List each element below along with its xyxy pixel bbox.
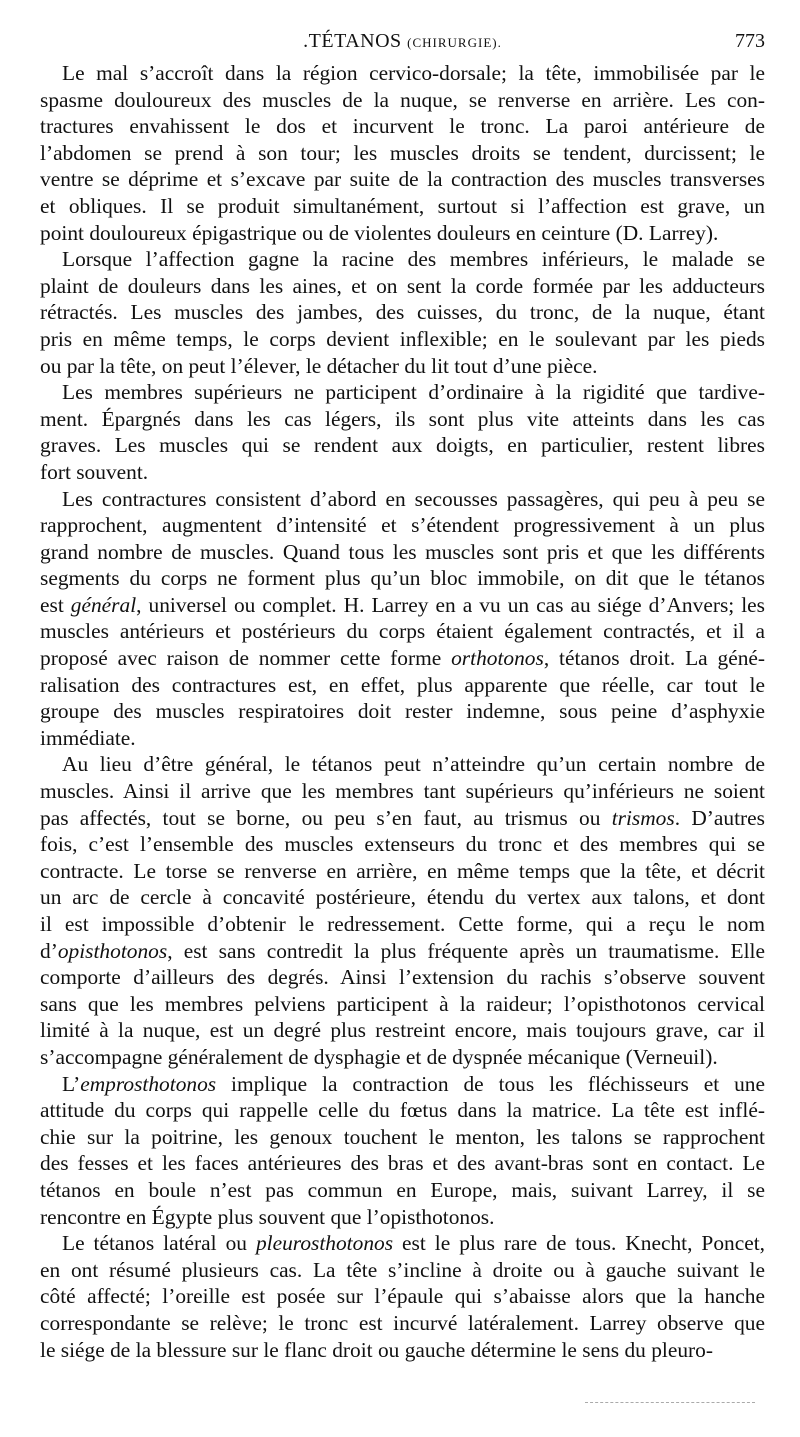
body-text [40, 60, 765, 1363]
text-line: fort souvent. [40, 459, 149, 484]
text-line: en ont résumé plusieurs cas. La tête s’incline à droite ou à gauche suivant le [40, 1257, 765, 1282]
paragraph [40, 486, 765, 752]
footer-rule [585, 1402, 755, 1403]
text-line: immédiate. [40, 725, 136, 750]
running-title [40, 30, 765, 53]
text-line: spasme douloureux des muscles de la nuque, se renverse en arrière. Les con- [40, 87, 765, 112]
text-line: chie sur la poitrine, les genoux touchent le menton, les talons se rapprochent [40, 1124, 765, 1149]
text-line: pris en même temps, le corps devient inflexible; en le soulevant par les pieds [40, 326, 765, 351]
text-line: ou par la tête, on peut l’élever, le détacher du lit tout d’une pièce. [40, 353, 598, 378]
text-line: attitude du corps qui rappelle celle du fœtus dans la matrice. La tête est inflé- [40, 1098, 765, 1123]
text-line: ment. Épargnés dans les cas légers, ils sont plus vite atteints dans les cas [40, 406, 765, 431]
text-line: rapprochent, augmentent d’intensité et s’étendent progressivement à un plus [40, 513, 765, 538]
text-line: rencontre en Égypte plus souvent que l’opisthotonos. [40, 1204, 495, 1229]
page-number: 773 [735, 30, 765, 52]
page [40, 30, 765, 1363]
paragraph [40, 1230, 765, 1363]
text-line: s’accompagne généralement de dysphagie et de dyspnée mécanique (Verneuil). [40, 1044, 718, 1069]
paragraph [40, 246, 765, 379]
text-line: muscles antérieurs et postérieurs du corps étaient également contractés, et il a [40, 619, 765, 644]
text-line: des fesses et les faces antérieures des bras et des avant-bras sont en contact. Le [40, 1151, 765, 1176]
text-line: point douloureux épigastrique ou de violentes douleurs en ceinture (D. Larrey). [40, 220, 719, 245]
text-line: Le mal s’accroît dans la région cervico-dorsale; la tête, immobilisée par le [62, 61, 765, 85]
text-line: segments du corps ne forment plus qu’un bloc immobile, on dit que le tétanos [40, 566, 765, 591]
text-line: tétanos en boule n’est pas commun en Europe, mais, suivant Larrey, il se [40, 1177, 765, 1202]
text-line: est général, universel ou complet. H. Larrey en a vu un cas au siége d’Anvers; les [40, 592, 765, 617]
text-line: L’emprosthotonos implique la contraction de tous les fléchisseurs et une [62, 1071, 765, 1096]
text-line: plaint de douleurs dans les aines, et on sent la corde formée par les adducteurs [40, 273, 765, 298]
text-line: fois, c’est l’ensemble des muscles extenseurs du tronc et des membres qui se [40, 832, 765, 857]
text-line: graves. Les muscles qui se rendent aux doigts, en particulier, restent libres [40, 433, 765, 458]
running-header [40, 30, 765, 60]
text-line: groupe des muscles respiratoires doit rester indemne, sous peine d’asphyxie [40, 699, 765, 724]
paragraph [40, 379, 765, 485]
text-line: limité à la nuque, est un degré plus restreint encore, mais toujours grave, car il [40, 1018, 765, 1043]
text-line: Lorsque l’affection gagne la racine des membres inférieurs, le malade se [62, 247, 765, 272]
paragraph [40, 751, 765, 1070]
text-line: ralisation des contractures est, en effet, plus apparente que réelle, car tout le [40, 672, 765, 697]
text-line: Au lieu d’être général, le tétanos peut n’atteindre qu’un certain nombre de [62, 752, 765, 777]
text-line: comporte d’ailleurs des degrés. Ainsi l’extension du rachis s’observe souvent [40, 965, 765, 990]
text-line: côté affecté; l’oreille est posée sur l’épaule qui s’abaisse alors que la hanche [40, 1284, 765, 1309]
text-line: et obliques. Il se produit simultanément, surtout si l’affection est grave, un [40, 193, 765, 218]
text-line: un arc de cercle à concavité postérieure, étendu du vertex aux talons, et dont [40, 885, 765, 910]
text-line: proposé avec raison de nommer cette forme orthotonos, tétanos droit. La géné- [40, 646, 765, 671]
text-line: muscles. Ainsi il arrive que les membres tant supérieurs qu’inférieurs ne soient [40, 779, 765, 804]
text-line: rétractés. Les muscles des jambes, des cuisses, du tronc, de la nuque, étant [40, 300, 765, 325]
paragraph [40, 60, 765, 246]
text-line: grand nombre de muscles. Quand tous les muscles sont pris et que les différents [40, 539, 765, 564]
text-line: pas affectés, tout se borne, ou peu s’en faut, au trismus ou trismos. D’autres [40, 805, 765, 830]
text-line: le siége de la blessure sur le flanc droit ou gauche détermine le sens du pleuro- [40, 1337, 713, 1362]
text-line: Le tétanos latéral ou pleurosthotonos est le plus rare de tous. Knecht, Poncet, [62, 1231, 765, 1256]
text-line: sans que les membres pelviens participent à la raideur; l’opisthotonos cervical [40, 991, 765, 1016]
header-title: .TÉTANOS [303, 30, 402, 52]
text-line: tractures envahissent le dos et incurvent le tronc. La paroi antérieure de [40, 114, 765, 139]
text-line: d’opisthotonos, est sans contredit la plus fréquente après un traumatisme. Elle [40, 938, 765, 963]
text-line: ventre se déprime et s’excave par suite de la contraction des muscles transverses [40, 167, 765, 192]
text-line: il est impossible d’obtenir le redressement. Cette forme, qui a reçu le nom [40, 912, 765, 936]
header-subtitle: (CHIRURGIE). [407, 35, 502, 50]
text-line: Les contractures consistent d’abord en secousses passagères, qui peu à peu se [62, 486, 765, 511]
text-line: Les membres supérieurs ne participent d’ordinaire à la rigidité que tardive- [62, 380, 765, 405]
text-line: l’abdomen se prend à son tour; les muscles droits se tendent, durcissent; le [40, 140, 765, 165]
paragraph [40, 1071, 765, 1231]
text-line: contracte. Le torse se renverse en arrière, en même temps que la tête, et décrit [40, 858, 765, 883]
text-line: correspondante se relève; le tronc est incurvé latéralement. Larrey observe que [40, 1310, 765, 1335]
